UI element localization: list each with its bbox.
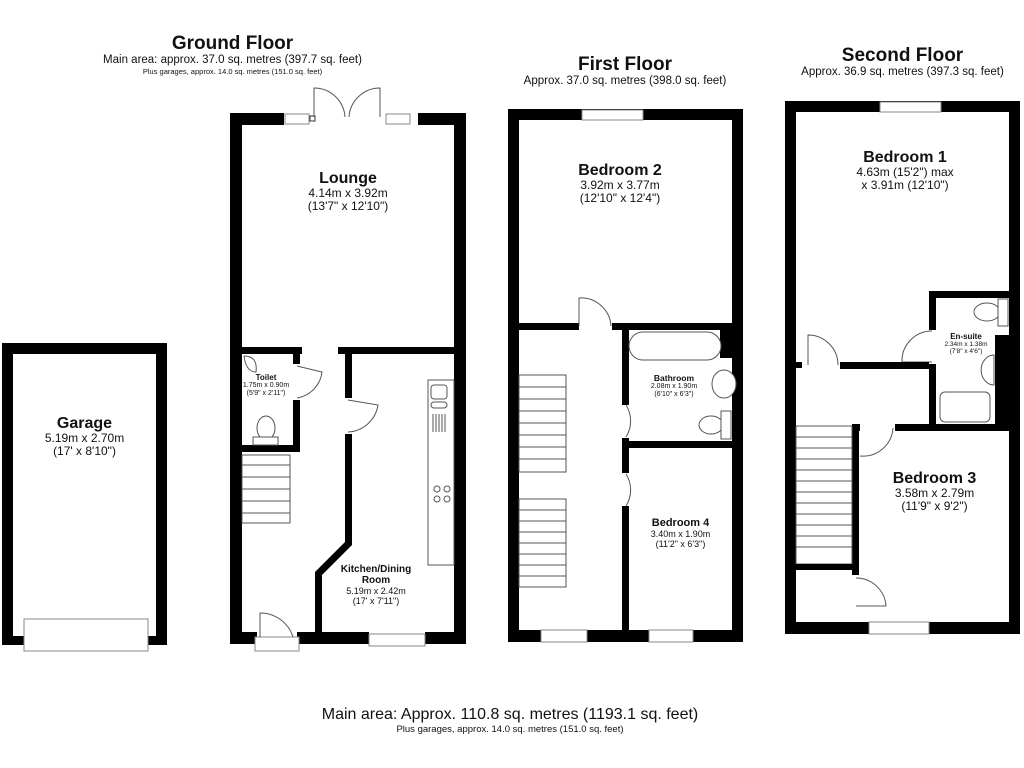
room-dimensions-imperial: (6'10" x 6'3") bbox=[654, 391, 694, 398]
room-name: Room bbox=[361, 575, 391, 586]
room-dimensions-imperial: (11'9" x 9'2") bbox=[901, 499, 968, 513]
room-dimensions-line-1: 4.63m (15'2") max bbox=[856, 165, 954, 179]
room-bedroom-3 bbox=[860, 471, 1009, 513]
room-lounge bbox=[268, 171, 428, 213]
room-name: En-suite bbox=[950, 332, 982, 341]
room-dimensions-metric: 4.14m x 3.92m bbox=[308, 186, 388, 200]
room-dimensions-imperial: (17' x 8'10") bbox=[53, 444, 116, 458]
total-main-area: Main area: Approx. 110.8 sq. metres (1193.1 sq. feet) bbox=[321, 706, 699, 723]
window-icon bbox=[649, 630, 693, 642]
toilet-icon bbox=[974, 303, 1000, 321]
room-bedroom-1 bbox=[825, 150, 985, 192]
floor-area: Approx. 37.0 sq. metres (398.0 sq. feet) bbox=[523, 75, 727, 87]
room-dimensions-imperial: (11'2" x 6'3") bbox=[655, 539, 706, 549]
room-name: Lounge bbox=[319, 170, 377, 187]
garage-door-icon bbox=[24, 619, 148, 651]
bath-icon bbox=[629, 332, 721, 360]
floor-title: First Floor bbox=[578, 54, 672, 75]
room-name: Bedroom 1 bbox=[863, 149, 947, 166]
room-name: Bedroom 2 bbox=[578, 162, 662, 179]
room-dimensions-metric: 5.19m x 2.70m bbox=[44, 431, 125, 445]
second-floor-header bbox=[785, 46, 1020, 79]
room-dimensions-imperial: (5'9" x 2'11") bbox=[246, 390, 286, 397]
toilet-icon bbox=[699, 416, 723, 434]
room-name: Toilet bbox=[255, 373, 277, 382]
room-name: Bathroom bbox=[653, 373, 695, 383]
window-icon bbox=[541, 630, 587, 642]
room-en-suite bbox=[936, 332, 996, 355]
room-dimensions-metric: 3.58m x 2.79m bbox=[894, 486, 975, 500]
window-icon bbox=[869, 622, 929, 634]
room-dimensions-imperial: (13'7" x 12'10") bbox=[307, 199, 389, 213]
room-bedroom-2 bbox=[545, 163, 695, 205]
room-dimensions-metric: 2.34m x 1.38m bbox=[944, 341, 988, 348]
room-name: Garage bbox=[56, 415, 113, 432]
floor-area: Main area: approx. 37.0 sq. metres (397.7 sq. feet) bbox=[103, 54, 362, 66]
floor-title: Second Floor bbox=[841, 45, 964, 66]
room-garage bbox=[13, 416, 156, 458]
sink-icon bbox=[431, 385, 447, 399]
total-area-footer bbox=[250, 706, 770, 735]
garage-plan bbox=[2, 343, 167, 651]
window-icon bbox=[582, 110, 643, 120]
room-dimensions-metric: 1.75m x 0.90m bbox=[242, 382, 290, 389]
window-icon bbox=[285, 114, 309, 124]
room-bathroom bbox=[629, 374, 719, 399]
room-name: Bedroom 4 bbox=[651, 517, 710, 529]
room-dimensions-imperial: (17' x 7'11") bbox=[352, 596, 400, 606]
room-dimensions-metric: 3.92m x 3.77m bbox=[580, 178, 660, 192]
first-floor-header bbox=[500, 55, 750, 88]
total-garage-area: Plus garages, approx. 14.0 sq. metres (151.0 sq. feet) bbox=[396, 724, 624, 735]
room-dimensions-metric: 5.19m x 2.42m bbox=[346, 586, 406, 596]
window-icon bbox=[880, 102, 941, 112]
room-dimensions-imperial: (7'8" x 4'6") bbox=[949, 348, 983, 355]
room-dimensions-imperial: (12'10" x 12'4") bbox=[579, 191, 661, 205]
shower-icon bbox=[940, 392, 990, 422]
floor-area: Approx. 36.9 sq. metres (397.3 sq. feet) bbox=[801, 66, 1004, 78]
floor-title: Ground Floor bbox=[171, 33, 294, 54]
room-dimensions-line-2: x 3.91m (12'10") bbox=[861, 178, 949, 192]
room-kitchen-dining bbox=[322, 564, 430, 606]
room-dimensions-metric: 2.08m x 1.90m bbox=[650, 383, 698, 390]
ground-floor-header bbox=[90, 34, 375, 76]
garage-area: Plus garages, approx. 14.0 sq. metres (151.0 sq. feet) bbox=[142, 67, 323, 76]
window-icon bbox=[369, 634, 425, 646]
toilet-icon bbox=[257, 416, 275, 440]
room-name: Bedroom 3 bbox=[892, 470, 977, 487]
room-name: Kitchen/Dining bbox=[340, 564, 412, 575]
room-dimensions-metric: 3.40m x 1.90m bbox=[650, 529, 711, 539]
window-icon bbox=[386, 114, 410, 124]
room-toilet bbox=[240, 373, 292, 398]
stairs-icon bbox=[242, 455, 290, 523]
room-bedroom-4 bbox=[629, 518, 732, 549]
